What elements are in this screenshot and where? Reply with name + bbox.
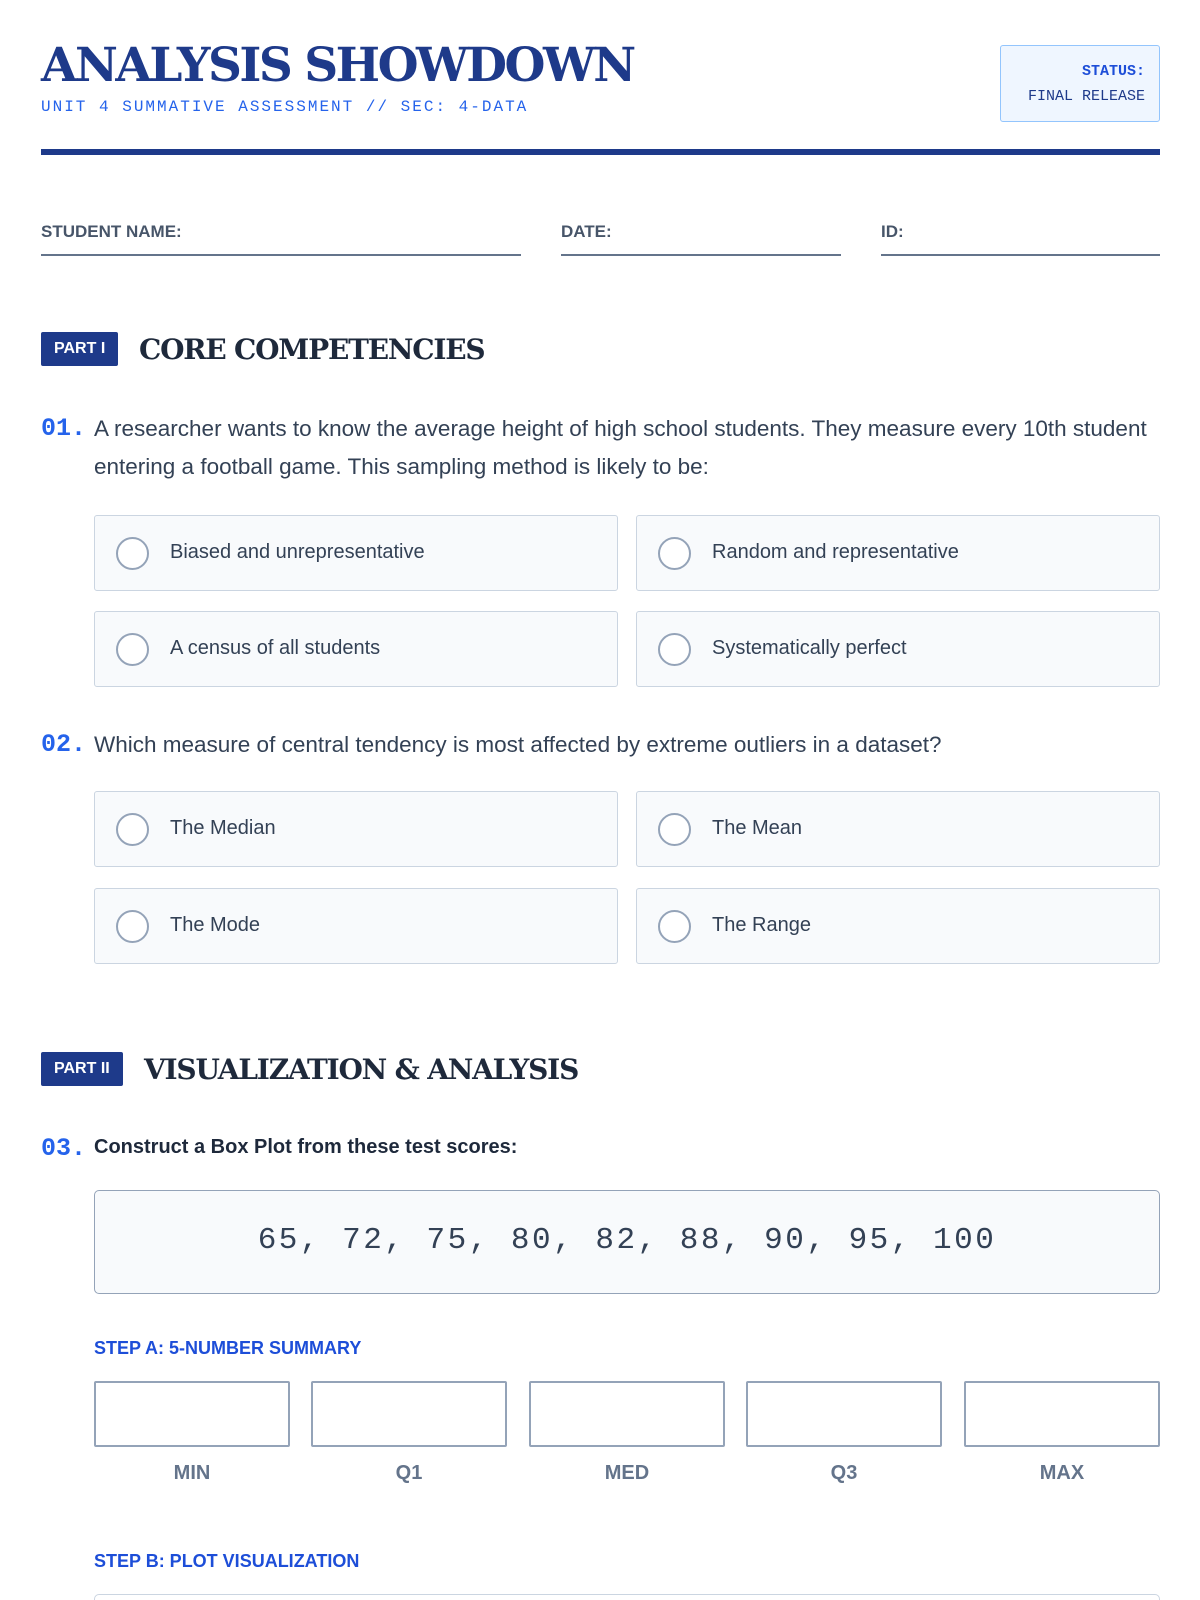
radio-button[interactable] (116, 910, 149, 943)
q2-option-c[interactable] (94, 888, 618, 964)
radio-button[interactable] (658, 633, 691, 666)
id-label: ID: (881, 222, 904, 241)
q1-option-d-label: Systematically perfect (712, 637, 907, 659)
min-label: MIN (173, 1462, 211, 1484)
date-field[interactable] (561, 210, 841, 256)
median-label: MED (604, 1462, 650, 1484)
student-info-fields (41, 210, 1160, 258)
part1-title: CORE COMPETENCIES (139, 333, 485, 366)
q2-option-a[interactable] (94, 791, 618, 867)
q1-option-d[interactable] (636, 611, 1160, 687)
radio-button[interactable] (658, 537, 691, 570)
max-answer-box[interactable] (964, 1381, 1160, 1447)
part2-header (41, 1050, 641, 1090)
q1-option-c[interactable] (94, 611, 618, 687)
max-label: MAX (1039, 1462, 1085, 1484)
page-header (41, 0, 1160, 156)
test-scores-data: 65, 72, 75, 80, 82, 88, 90, 95, 100 (94, 1190, 1160, 1294)
student-name-label: STUDENT NAME: (41, 222, 182, 241)
q3-label: Q3 (830, 1462, 858, 1484)
part1-badge: PART I (41, 332, 118, 366)
question-2-text: Which measure of central tendency is most affected by extreme outliers in a dataset? (94, 732, 942, 757)
q1-option-c-label: A census of all students (170, 637, 381, 659)
radio-button[interactable] (116, 633, 149, 666)
date-label: DATE: (561, 222, 612, 241)
radio-button[interactable] (116, 537, 149, 570)
radio-button[interactable] (658, 813, 691, 846)
min-answer-box[interactable] (94, 1381, 290, 1447)
q2-option-d[interactable] (636, 888, 1160, 964)
q2-option-b-label: The Mean (712, 817, 803, 839)
part1-header (41, 330, 641, 370)
id-field[interactable] (881, 210, 1160, 256)
plot-area[interactable] (94, 1594, 1160, 1600)
q2-option-d-label: The Range (712, 914, 811, 936)
student-name-field[interactable] (41, 210, 521, 256)
question-3-number: 03. (41, 1134, 87, 1163)
page-subtitle: UNIT 4 SUMMATIVE ASSESSMENT // SEC: 4-DATA (41, 98, 529, 116)
q2-option-b[interactable] (636, 791, 1160, 867)
q3-answer-box[interactable] (746, 1381, 942, 1447)
q1-option-b[interactable] (636, 515, 1160, 591)
q2-option-a-label: The Median (170, 817, 276, 839)
status-value: FINAL RELEASE (1027, 88, 1145, 105)
q1-option-a[interactable] (94, 515, 618, 591)
step-b-heading: STEP B: PLOT VISUALIZATION (94, 1551, 360, 1571)
part2-title: VISUALIZATION & ANALYSIS (144, 1053, 579, 1086)
radio-button[interactable] (116, 813, 149, 846)
question-1-text: A researcher wants to know the average height of high school students. They measure every 10th student entering a football game. This sampling method is likely to be: (94, 416, 1147, 479)
q2-option-c-label: The Mode (170, 914, 261, 936)
status-badge (1000, 45, 1160, 122)
assessment-page (41, 0, 1160, 1571)
question-3-text: Construct a Box Plot from these test scores: (94, 1136, 518, 1158)
q1-label: Q1 (395, 1462, 423, 1484)
page-title: ANALYSIS SHOWDOWN (41, 38, 634, 93)
q1-option-b-label: Random and representative (712, 541, 959, 563)
median-answer-box[interactable] (529, 1381, 725, 1447)
status-label: STATUS: (1081, 63, 1145, 80)
radio-button[interactable] (658, 910, 691, 943)
question-2-number: 02. (41, 730, 87, 759)
question-1-number: 01. (41, 414, 87, 443)
q1-option-a-label: Biased and unrepresentative (170, 541, 425, 563)
part2-badge: PART II (41, 1052, 123, 1086)
step-a-heading: STEP A: 5-NUMBER SUMMARY (94, 1338, 362, 1358)
header-divider (41, 149, 1160, 155)
q1-answer-box[interactable] (311, 1381, 507, 1447)
